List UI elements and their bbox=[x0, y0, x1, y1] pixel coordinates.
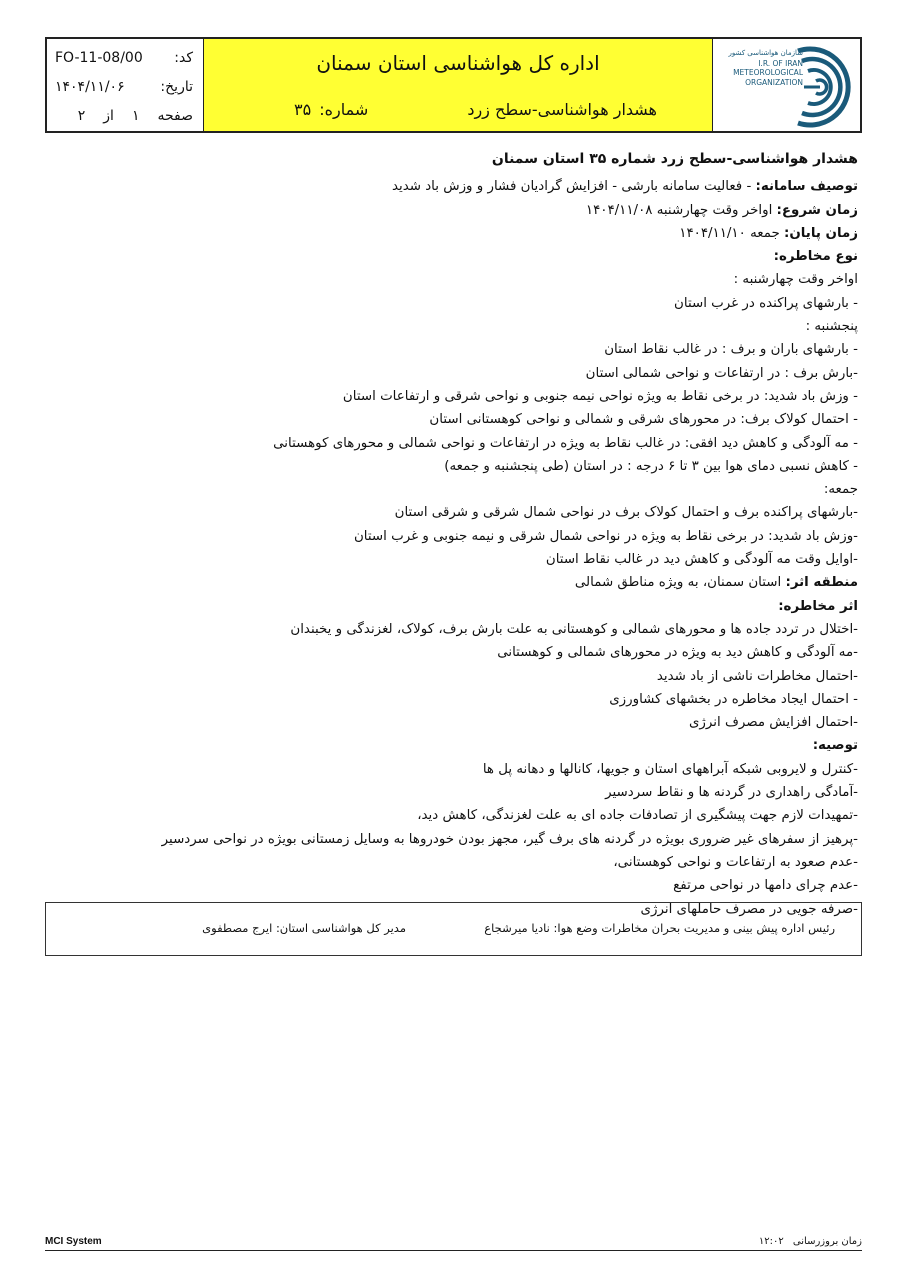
impact-label: اثر مخاطره: bbox=[778, 598, 858, 614]
code-value: FO-11-08/00 bbox=[55, 49, 143, 66]
hazard-line: - وزش باد شدید: در برخی نقاط به ویژه نواحی نیمه جنوبی و نواحی شرقی و ارتفاعات استان bbox=[342, 388, 858, 404]
page-of: از bbox=[103, 107, 114, 124]
update-label: زمان بروزرسانی bbox=[792, 1236, 862, 1247]
system-description bbox=[38, 175, 858, 198]
meteorological-organization-logo-icon bbox=[794, 45, 852, 129]
hazard-line: - مه آلودگی و کاهش دید افقی: در غالب نقاط به ویژه در ارتفاعات و نواحی شمالی و محورهای کوهستانی bbox=[273, 435, 858, 451]
warning-number bbox=[294, 100, 368, 119]
code-label: کد: bbox=[174, 49, 193, 66]
end-time bbox=[38, 222, 858, 245]
update-time bbox=[759, 1236, 862, 1247]
impact-line: - احتمال ایجاد مخاطره در بخشهای کشاورزی bbox=[609, 691, 858, 707]
logo-text-line2: METEOROLOGICAL bbox=[733, 68, 803, 77]
date-value: ۱۴۰۴/۱۱/۰۶ bbox=[55, 78, 125, 95]
start-label: زمان شروع: bbox=[776, 202, 858, 218]
number-label: شماره: bbox=[319, 99, 369, 119]
hazard-heading bbox=[38, 245, 858, 268]
document-header bbox=[45, 37, 862, 133]
date-row bbox=[55, 72, 193, 101]
page-total: ۲ bbox=[77, 107, 86, 124]
hazard-line: اواخر وقت چهارشنبه : bbox=[733, 272, 858, 288]
start-time bbox=[38, 199, 858, 222]
advice-line: -صرفه جویی در مصرف حاملهای انرژی bbox=[640, 901, 858, 917]
forecast-head-name: نادیا میرشجاع bbox=[484, 921, 554, 935]
logo-text-line3: ORGANIZATION bbox=[745, 77, 803, 87]
code-row bbox=[55, 43, 193, 72]
system-label: توصیف سامانه: bbox=[755, 179, 858, 195]
hazard-line: پنجشنبه : bbox=[805, 319, 858, 335]
system-value: - فعالیت سامانه بارشی - افزایش گرادیان فشار و وزش باد شدید bbox=[391, 179, 756, 195]
director-signature bbox=[202, 921, 406, 935]
hazard-line: -بارش برف : در ارتفاعات و نواحی شمالی استان bbox=[585, 365, 858, 381]
advice-line: -تمهیدات لازم جهت پیشگیری از تصادفات جاده ای به علت لغزندگی، کاهش دید، bbox=[417, 808, 858, 824]
logo-text-fa: سازمان هواشناسی کشور bbox=[728, 49, 803, 57]
hazard-line: -وزش باد شدید: در برخی نقاط به ویژه در نواحی شمال شرقی و نیمه جنوبی و غرب استان bbox=[353, 528, 858, 544]
impact-line: -اختلال در تردد جاده ها و محورهای شمالی و کوهستانی به علت بارش برف، کولاک، لغزندگی و یخبندان bbox=[290, 621, 858, 637]
advice-line: -کنترل و لایروبی شبکه آبراههای استان و جویها، کانالها و دهانه پل ها bbox=[482, 761, 858, 777]
document-meta bbox=[47, 39, 204, 131]
page-label: صفحه bbox=[157, 107, 193, 124]
area-label: منطقه اثر: bbox=[785, 575, 858, 591]
hazard-line: - بارشهای پراکنده در غرب استان bbox=[674, 295, 858, 311]
hazard-line: - احتمال کولاک برف: در محورهای شرقی و شمالی و نواحی کوهستانی استان bbox=[429, 412, 858, 428]
title-box bbox=[204, 39, 712, 131]
signature-box bbox=[45, 902, 862, 956]
advice-line: -عدم صعود به ارتفاعات و نواحی کوهستانی، bbox=[613, 854, 858, 870]
forecast-head-signature bbox=[484, 921, 835, 935]
organization-title: اداره کل هواشناسی استان سمنان bbox=[316, 51, 600, 75]
advice-label: توصیه: bbox=[812, 738, 858, 754]
warning-subtitle-row bbox=[204, 87, 712, 131]
system-name: MCI System bbox=[45, 1236, 102, 1247]
date-label: تاریخ: bbox=[160, 78, 193, 95]
affected-area bbox=[38, 571, 858, 594]
impact-line: -مه آلودگی و کاهش دید به ویژه در محورهای شمالی و کوهستانی bbox=[497, 645, 858, 661]
advice-line: -پرهیز از سفرهای غیر ضروری بویژه در گردنه های برف گیر، مجهز بودن خودروها به وسایل زمستانی بویژه در نواحی سردسیر bbox=[161, 831, 858, 847]
hazard-line: - بارشهای باران و برف : در غالب نقاط استان bbox=[604, 342, 858, 358]
start-value: اواخر وقت چهارشنبه ۱۴۰۴/۱۱/۰۸ bbox=[585, 202, 777, 218]
number-value: ۳۵ bbox=[294, 99, 312, 119]
director-name: ایرج مصطفوی bbox=[202, 921, 276, 935]
page-footer bbox=[45, 1236, 862, 1251]
advice-line: -عدم چرای دامها در نواحی مرتفع bbox=[673, 878, 858, 894]
warning-content bbox=[38, 148, 858, 921]
impact-line: -احتمال افزایش مصرف انرژی bbox=[688, 715, 858, 731]
area-value: استان سمنان، به ویژه مناطق شمالی bbox=[574, 575, 786, 591]
hazard-line: جمعه: bbox=[823, 482, 858, 498]
document-title: هشدار هواشناسی-سطح زرد شماره ۳۵ استان سمنان bbox=[491, 151, 858, 167]
end-value: جمعه ۱۴۰۴/۱۱/۱۰ bbox=[679, 225, 784, 241]
impact-heading bbox=[38, 595, 858, 618]
page-current: ۱ bbox=[131, 107, 140, 124]
page-row bbox=[55, 101, 193, 130]
end-label: زمان پایان: bbox=[783, 225, 858, 241]
hazard-label: نوع مخاطره: bbox=[773, 249, 858, 265]
advice-heading bbox=[38, 734, 858, 757]
logo-box bbox=[712, 39, 860, 131]
hazard-line: -اوایل وقت مه آلودگی و کاهش دید در غالب نقاط استان bbox=[545, 552, 858, 568]
hazard-line: - کاهش نسبی دمای هوا بین ۳ تا ۶ درجه : در استان (طی پنجشنبه و جمعه) bbox=[444, 458, 858, 474]
logo-text bbox=[721, 49, 803, 87]
forecast-head-label: رئیس اداره پیش بینی و مدیریت بحران مخاطرات وضع هوا: bbox=[553, 921, 835, 935]
update-value: ۱۲:۰۲ bbox=[758, 1236, 784, 1247]
hazard-line: -بارشهای پراکنده برف و احتمال کولاک برف در نواحی شمال شرقی و شرقی استان bbox=[394, 505, 858, 521]
advice-line: -آمادگی راهداری در گردنه ها و نقاط سردسیر bbox=[605, 785, 858, 801]
logo-text-line1: I.R. OF IRAN bbox=[758, 58, 803, 68]
warning-level: هشدار هواشناسی-سطح زرد bbox=[467, 99, 657, 119]
impact-line: -احتمال مخاطرات ناشی از باد شدید bbox=[656, 668, 858, 684]
director-label: مدیر کل هواشناسی استان: bbox=[275, 921, 406, 935]
